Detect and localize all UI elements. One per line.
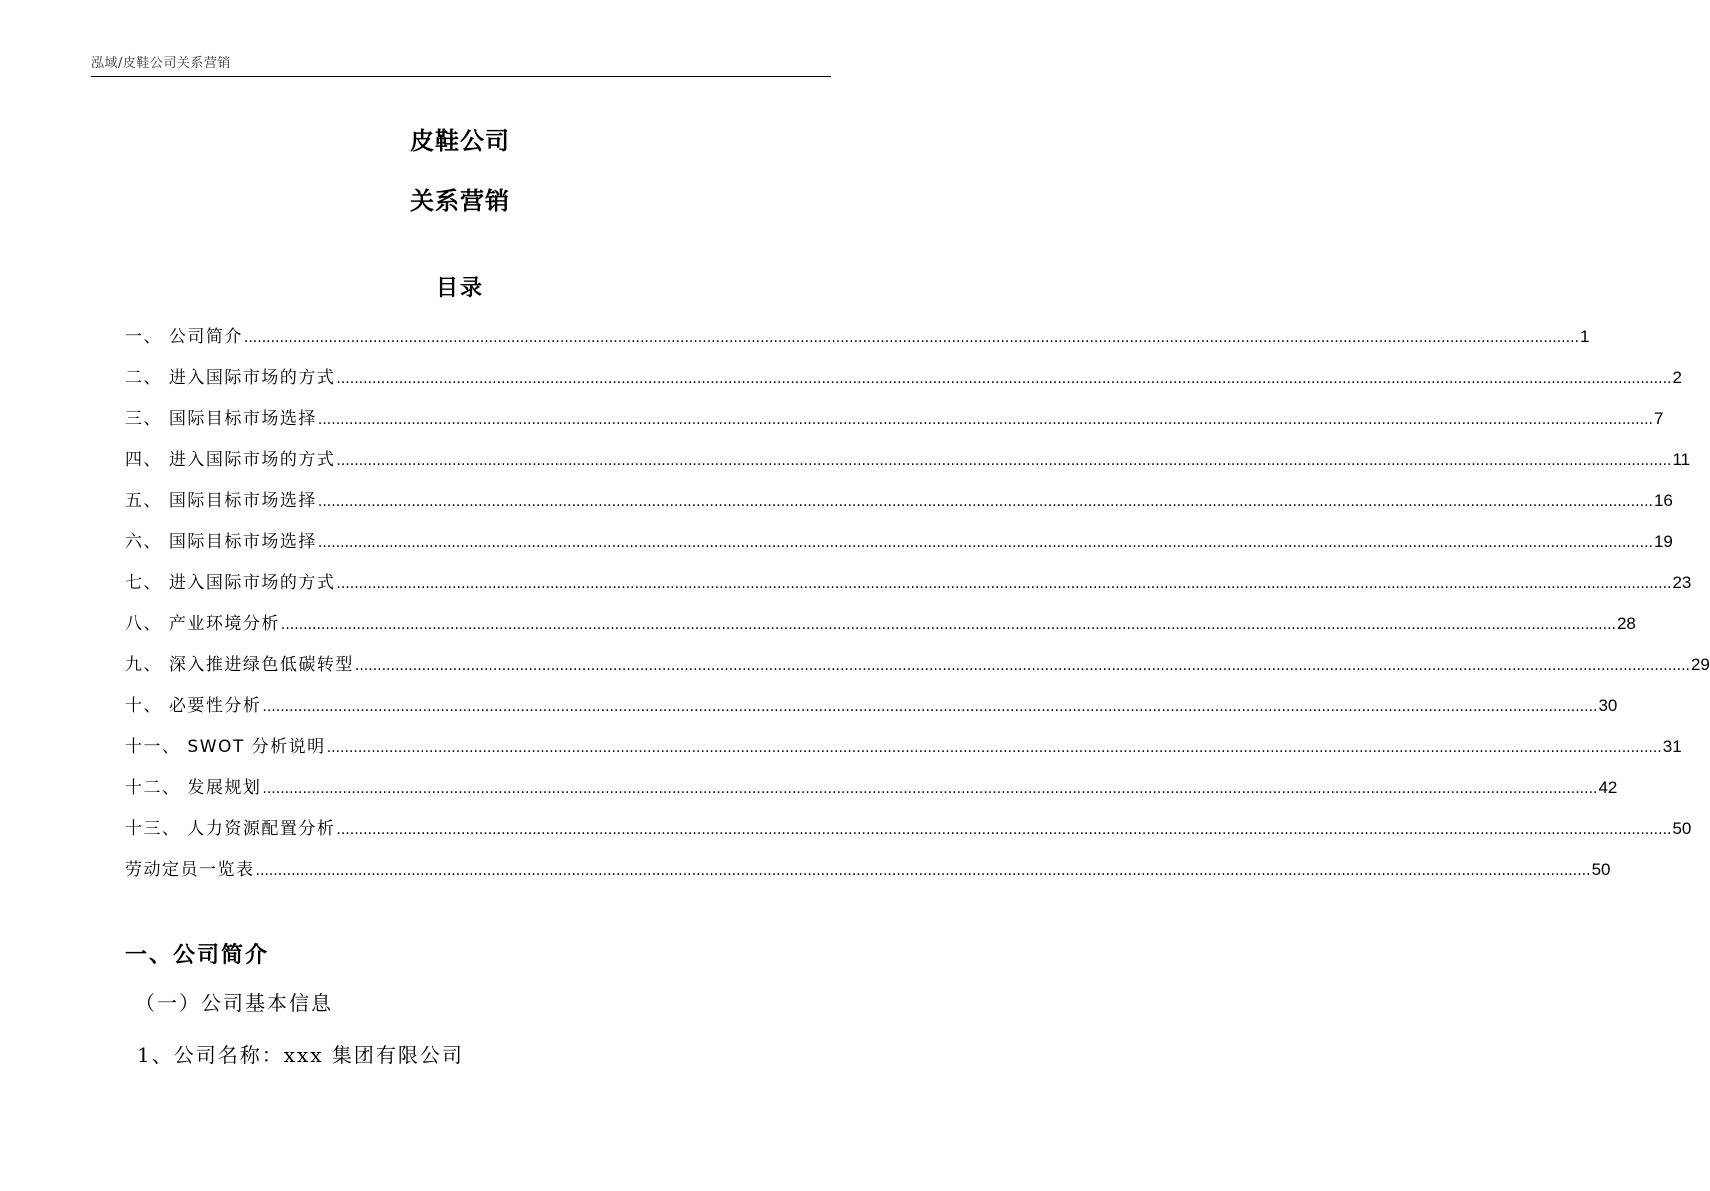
toc-entry-page: 30	[1598, 696, 1618, 715]
toc-leader-dots: ............................................................................................................................................................................................................................................................................................................	[336, 453, 1672, 469]
toc-entry[interactable]	[125, 322, 1590, 363]
toc-entry-label: 六、 国际目标市场选择	[125, 532, 317, 552]
toc-entry-page: 23	[1672, 573, 1692, 592]
toc-entry-label: 七、 进入国际市场的方式	[125, 573, 336, 593]
toc-leader-dots: ............................................................................................................................................................................................................................................................................................................	[326, 740, 1662, 756]
toc-entry[interactable]	[125, 814, 1692, 855]
toc-entry-label: 十三、 人力资源配置分析	[125, 819, 336, 839]
toc-entry[interactable]	[125, 609, 1636, 650]
header-rule	[91, 76, 831, 77]
toc-leader-dots: ............................................................................................................................................................................................................................................................................................................	[336, 822, 1672, 838]
toc-entry[interactable]	[125, 404, 1664, 445]
toc-entry[interactable]	[125, 855, 1611, 896]
toc-leader-dots: ............................................................................................................................................................................................................................................................................................................	[280, 617, 1616, 633]
toc-entry[interactable]	[125, 773, 1618, 814]
toc-entry[interactable]	[125, 445, 1691, 486]
toc-entry-page: 19	[1653, 532, 1673, 551]
toc-leader-dots: ............................................................................................................................................................................................................................................................................................................	[317, 535, 1653, 551]
toc-leader-dots: ............................................................................................................................................................................................................................................................................................................	[255, 863, 1591, 879]
toc-entry-label: 十、 必要性分析	[125, 696, 262, 716]
toc-leader-dots: ............................................................................................................................................................................................................................................................................................................	[336, 371, 1672, 387]
section-heading: 一、公司简介	[125, 943, 270, 968]
toc-entry-label: 八、 产业环境分析	[125, 614, 280, 634]
toc-leader-dots: ............................................................................................................................................................................................................................................................................................................	[317, 412, 1653, 428]
toc-leader-dots: ............................................................................................................................................................................................................................................................................................................	[317, 494, 1653, 510]
table-of-contents	[125, 322, 1710, 896]
toc-entry[interactable]	[125, 650, 1710, 691]
toc-entry-page: 28	[1616, 614, 1636, 633]
toc-heading: 目录	[435, 276, 484, 301]
document-title: 皮鞋公司	[410, 127, 510, 155]
toc-entry-label: 九、 深入推进绿色低碳转型	[125, 655, 354, 675]
toc-leader-dots: ............................................................................................................................................................................................................................................................................................................	[354, 658, 1690, 674]
toc-entry-label: 五、 国际目标市场选择	[125, 491, 317, 511]
toc-leader-dots: ............................................................................................................................................................................................................................................................................................................	[336, 576, 1672, 592]
toc-leader-dots: ............................................................................................................................................................................................................................................................................................................	[262, 699, 1598, 715]
toc-entry-page: 16	[1653, 491, 1673, 510]
toc-entry-label: 一、 公司简介	[125, 327, 243, 347]
toc-entry[interactable]	[125, 732, 1682, 773]
toc-entry-page: 1	[1579, 327, 1590, 346]
toc-entry-page: 42	[1598, 778, 1618, 797]
company-name-line: 1、公司名称：xxx 集团有限公司	[137, 1043, 464, 1067]
toc-entry[interactable]	[125, 363, 1682, 404]
toc-entry[interactable]	[125, 527, 1673, 568]
document-subtitle: 关系营销	[410, 187, 510, 215]
toc-leader-dots: ............................................................................................................................................................................................................................................................................................................	[243, 330, 1579, 346]
toc-entry[interactable]	[125, 568, 1692, 609]
toc-entry[interactable]	[125, 486, 1673, 527]
toc-entry-label: 三、 国际目标市场选择	[125, 409, 317, 429]
toc-entry-page: 50	[1591, 860, 1611, 879]
toc-entry-label: 劳动定员一览表	[125, 860, 255, 880]
toc-entry[interactable]	[125, 691, 1618, 732]
toc-entry-label: 二、 进入国际市场的方式	[125, 368, 336, 388]
toc-entry-label: 十二、 发展规划	[125, 778, 262, 798]
toc-entry-page: 31	[1662, 737, 1682, 756]
subsection-heading: （一）公司基本信息	[135, 991, 333, 1015]
toc-entry-page: 29	[1690, 655, 1710, 674]
toc-entry-page: 50	[1672, 819, 1692, 838]
toc-leader-dots: ............................................................................................................................................................................................................................................................................................................	[262, 781, 1598, 797]
running-header: 泓域/皮鞋公司关系营销	[91, 56, 231, 71]
toc-entry-page: 11	[1672, 450, 1691, 469]
toc-entry-label: 十一、 SWOT 分析说明	[125, 737, 326, 757]
toc-entry-page: 2	[1672, 368, 1682, 387]
toc-entry-label: 四、 进入国际市场的方式	[125, 450, 336, 470]
toc-entry-page: 7	[1653, 409, 1664, 428]
